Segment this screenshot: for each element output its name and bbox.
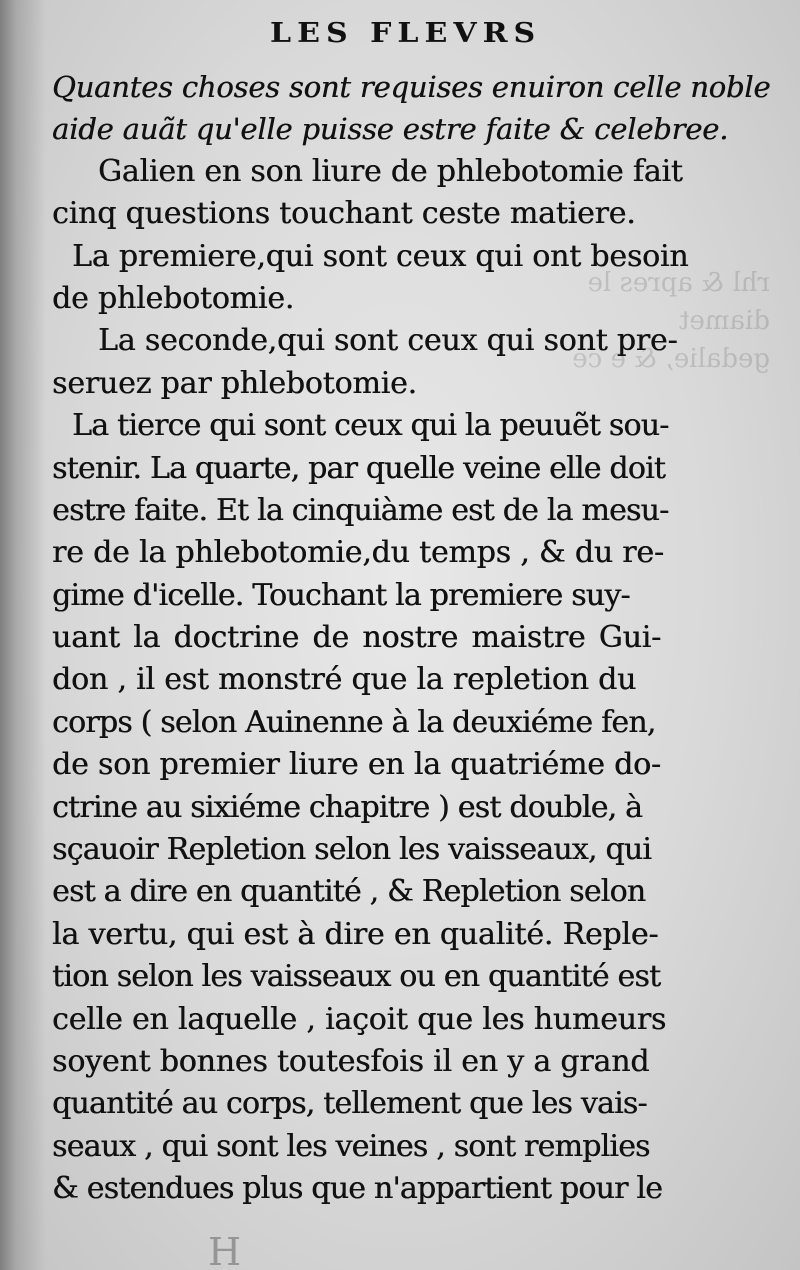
show-through-line: rhl & apres le diamet (587, 268, 770, 336)
text-line: quantité au corps, tellement que les vais- (52, 1086, 647, 1122)
text-line: & estendues plus que n'appartient pour le (52, 1171, 663, 1207)
text-line: sçauoir Repletion selon les vaisseaux, qui (52, 832, 652, 868)
text-line: tion selon les vaisseaux ou en quantité est (52, 959, 661, 995)
text-line: La seconde,qui sont ceux qui sont pre- (98, 323, 678, 359)
text-line: cinq questions touchant ceste matiere. (52, 196, 636, 232)
text-line: La tierce qui sont ceux qui la peuuẽt sou- (72, 408, 669, 444)
text-line: re de la phlebotomie,du temps , & du re- (52, 535, 664, 571)
binding-shadow (0, 0, 46, 1270)
heading-line: aide auãt qu'elle puisse estre faite & celebree. (52, 112, 729, 147)
text-line: de phlebotomie. (52, 280, 295, 316)
text-line: La premiere,qui sont ceux qui ont besoin (72, 238, 689, 274)
running-head: LES FLEVRS (270, 17, 542, 50)
text-line: gime d'icelle. Touchant la premiere suy- (52, 577, 630, 613)
text-line: Galien en son liure de phlebotomie fait (98, 153, 683, 189)
text-line: ctrine au sixiéme chapitre ) est double, à (52, 789, 643, 825)
text-line: stenir. La quarte, par quelle veine elle doit (52, 450, 665, 486)
text-line: celle en laquelle , iaçoit que les humeurs (52, 1001, 667, 1037)
text-line: soyent bonnes toutesfois il en y a grand (52, 1043, 650, 1079)
text-line: don , il est monstré que la repletion du (52, 662, 637, 698)
text-line: la vertu, qui est à dire en qualité. Reple- (52, 916, 659, 952)
text-line: corps ( selon Auinenne à la deuxiéme fen, (52, 704, 656, 740)
show-through-line: gedalie, & e ce (572, 344, 770, 374)
heading-line: Quantes choses sont requises enuiron celle noble (52, 70, 771, 104)
text-line: seruez par phlebotomie. (52, 365, 417, 401)
catchword: H (208, 1230, 242, 1270)
text-line: seaux , qui sont les veines , sont remplies (52, 1128, 650, 1164)
text-line: uant la doctrine de nostre maistre Gui- (52, 620, 661, 656)
text-line: estre faite. Et la cinquiàme est de la mesu- (52, 492, 669, 528)
text-line: est a dire en quantité , & Repletion selon (52, 874, 646, 910)
text-line: de son premier liure en la quatriéme do- (52, 747, 661, 783)
page-text (52, 66, 771, 1211)
